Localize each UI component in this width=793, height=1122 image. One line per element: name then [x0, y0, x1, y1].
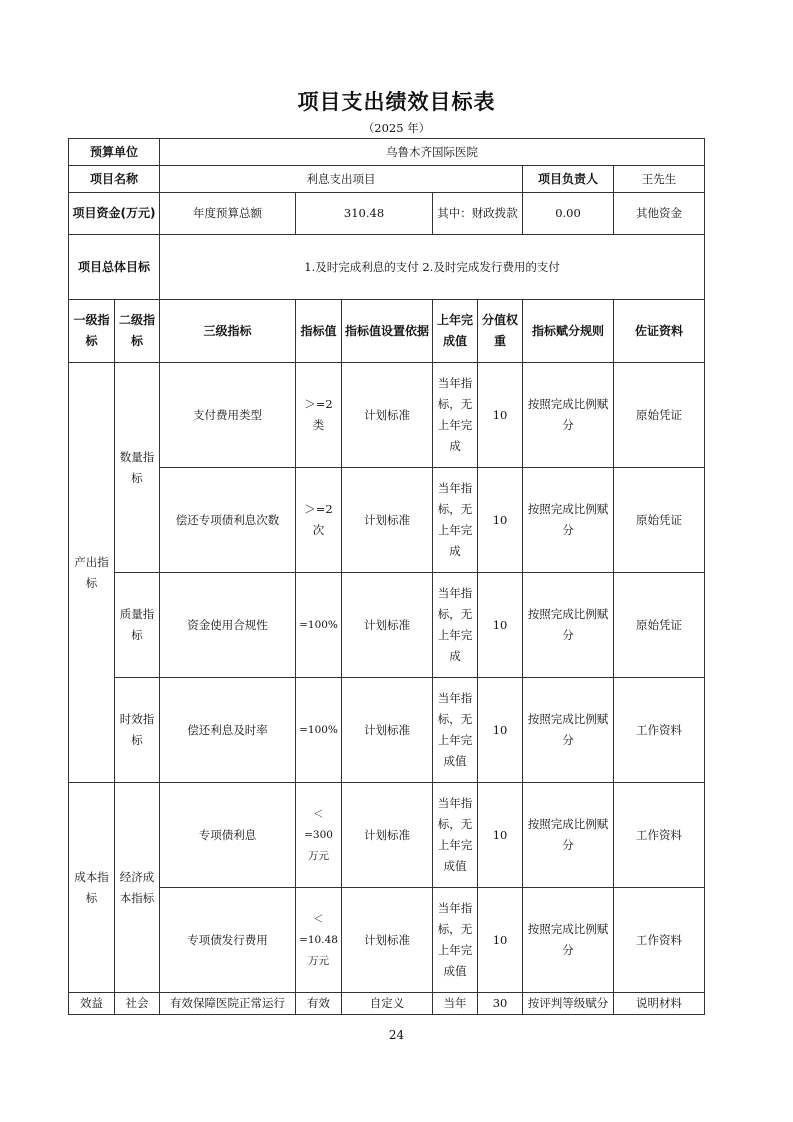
- col-level1: 一级指标: [69, 300, 115, 363]
- indicator-last-year: 当年指标，无上年完成: [433, 468, 478, 573]
- goal-label: 项目总体目标: [69, 235, 160, 300]
- col-evidence: 佐证资料: [614, 300, 705, 363]
- indicator-basis: 计划标准: [342, 888, 433, 993]
- annual-total-label: 年度预算总额: [160, 193, 296, 235]
- indicator-basis: 自定义: [342, 993, 433, 1015]
- indicator-name: 偿还专项债利息次数: [160, 468, 296, 573]
- col-weight: 分值权重: [478, 300, 523, 363]
- project-name-value: 利息支出项目: [160, 166, 523, 193]
- col-value: 指标值: [296, 300, 342, 363]
- page-title: 项目支出绩效目标表: [297, 90, 496, 114]
- indicator-name: 专项债利息: [160, 783, 296, 888]
- performance-target-table: [68, 138, 705, 1015]
- annual-total-value: 310.48: [296, 193, 433, 235]
- other-label: 其他资金: [614, 193, 705, 235]
- indicator-value: =100%: [296, 678, 342, 783]
- indicator-evidence: 原始凭证: [614, 573, 705, 678]
- indicator-last-year: 当年指标，无上年完成值: [433, 678, 478, 783]
- indicator-rule: 按照完成比例赋分: [523, 468, 614, 573]
- indicator-weight: 10: [478, 678, 523, 783]
- table-row: [69, 993, 705, 1015]
- group-cost: 成本指标: [69, 783, 115, 993]
- fund-label: 项目资金(万元): [69, 193, 160, 235]
- indicator-evidence: 说明材料: [614, 993, 705, 1015]
- group-quality: 质量指标: [115, 573, 160, 678]
- col-basis: 指标值设置依据: [342, 300, 433, 363]
- indicator-name: 专项债发行费用: [160, 888, 296, 993]
- indicator-basis: 计划标准: [342, 678, 433, 783]
- indicator-evidence: 原始凭证: [614, 363, 705, 468]
- indicator-name: 支付费用类型: [160, 363, 296, 468]
- page-number: 24: [388, 1028, 405, 1042]
- indicator-rule: 按照完成比例赋分: [523, 783, 614, 888]
- col-level3: 三级指标: [160, 300, 296, 363]
- group-social: 社会: [115, 993, 160, 1015]
- indicator-weight: 10: [478, 888, 523, 993]
- indicator-last-year: 当年指标，无上年完成: [433, 573, 478, 678]
- indicator-value: ＜=10.48万元: [296, 888, 342, 993]
- indicator-weight: 10: [478, 573, 523, 678]
- group-quantity: 数量指标: [115, 363, 160, 573]
- table-row: [69, 363, 705, 468]
- fiscal-value: 0.00: [523, 193, 614, 235]
- year-subtitle: （2025 年）: [362, 121, 431, 135]
- indicator-rule: 按照完成比例赋分: [523, 888, 614, 993]
- indicator-basis: 计划标准: [342, 363, 433, 468]
- group-benefit: 效益: [69, 993, 115, 1015]
- table-row: [69, 783, 705, 888]
- indicator-rule: 按照完成比例赋分: [523, 363, 614, 468]
- table-row: [69, 573, 705, 678]
- indicator-weight: 10: [478, 783, 523, 888]
- indicator-value: ＞=2类: [296, 363, 342, 468]
- unit-label: 预算单位: [69, 139, 160, 166]
- indicator-last-year: 当年指标，无上年完成: [433, 363, 478, 468]
- indicator-weight: 10: [478, 363, 523, 468]
- indicator-last-year: 当年指标，无上年完成值: [433, 888, 478, 993]
- group-timeliness: 时效指标: [115, 678, 160, 783]
- table-row: [69, 468, 705, 573]
- indicator-value: =100%: [296, 573, 342, 678]
- project-name-label: 项目名称: [69, 166, 160, 193]
- indicator-evidence: 原始凭证: [614, 468, 705, 573]
- indicator-last-year: 当年: [433, 993, 478, 1015]
- indicator-value: ＞=2次: [296, 468, 342, 573]
- indicator-rule: 按评判等级赋分: [523, 993, 614, 1015]
- indicator-evidence: 工作资料: [614, 888, 705, 993]
- indicator-name: 偿还利息及时率: [160, 678, 296, 783]
- col-last-year: 上年完成值: [433, 300, 478, 363]
- indicator-value: ＜=300万元: [296, 783, 342, 888]
- table-row: [69, 678, 705, 783]
- group-output: 产出指标: [69, 363, 115, 783]
- indicator-name: 有效保障医院正常运行: [160, 993, 296, 1015]
- leader-label: 项目负责人: [523, 166, 614, 193]
- indicator-last-year: 当年指标，无上年完成值: [433, 783, 478, 888]
- col-level2: 二级指标: [115, 300, 160, 363]
- indicator-weight: 10: [478, 468, 523, 573]
- indicator-rule: 按照完成比例赋分: [523, 573, 614, 678]
- indicator-weight: 30: [478, 993, 523, 1015]
- group-economic: 经济成本指标: [115, 783, 160, 993]
- table-row: [69, 888, 705, 993]
- indicator-evidence: 工作资料: [614, 783, 705, 888]
- indicator-rule: 按照完成比例赋分: [523, 678, 614, 783]
- goal-value: 1.及时完成利息的支付 2.及时完成发行费用的支付: [160, 235, 705, 300]
- leader-value: 王先生: [614, 166, 705, 193]
- indicator-basis: 计划标准: [342, 783, 433, 888]
- indicator-name: 资金使用合规性: [160, 573, 296, 678]
- indicator-value: 有效: [296, 993, 342, 1015]
- col-rule: 指标赋分规则: [523, 300, 614, 363]
- indicator-basis: 计划标准: [342, 573, 433, 678]
- indicator-basis: 计划标准: [342, 468, 433, 573]
- unit-value: 乌鲁木齐国际医院: [160, 139, 705, 166]
- fiscal-label: 其中：财政拨款: [433, 193, 523, 235]
- indicator-evidence: 工作资料: [614, 678, 705, 783]
